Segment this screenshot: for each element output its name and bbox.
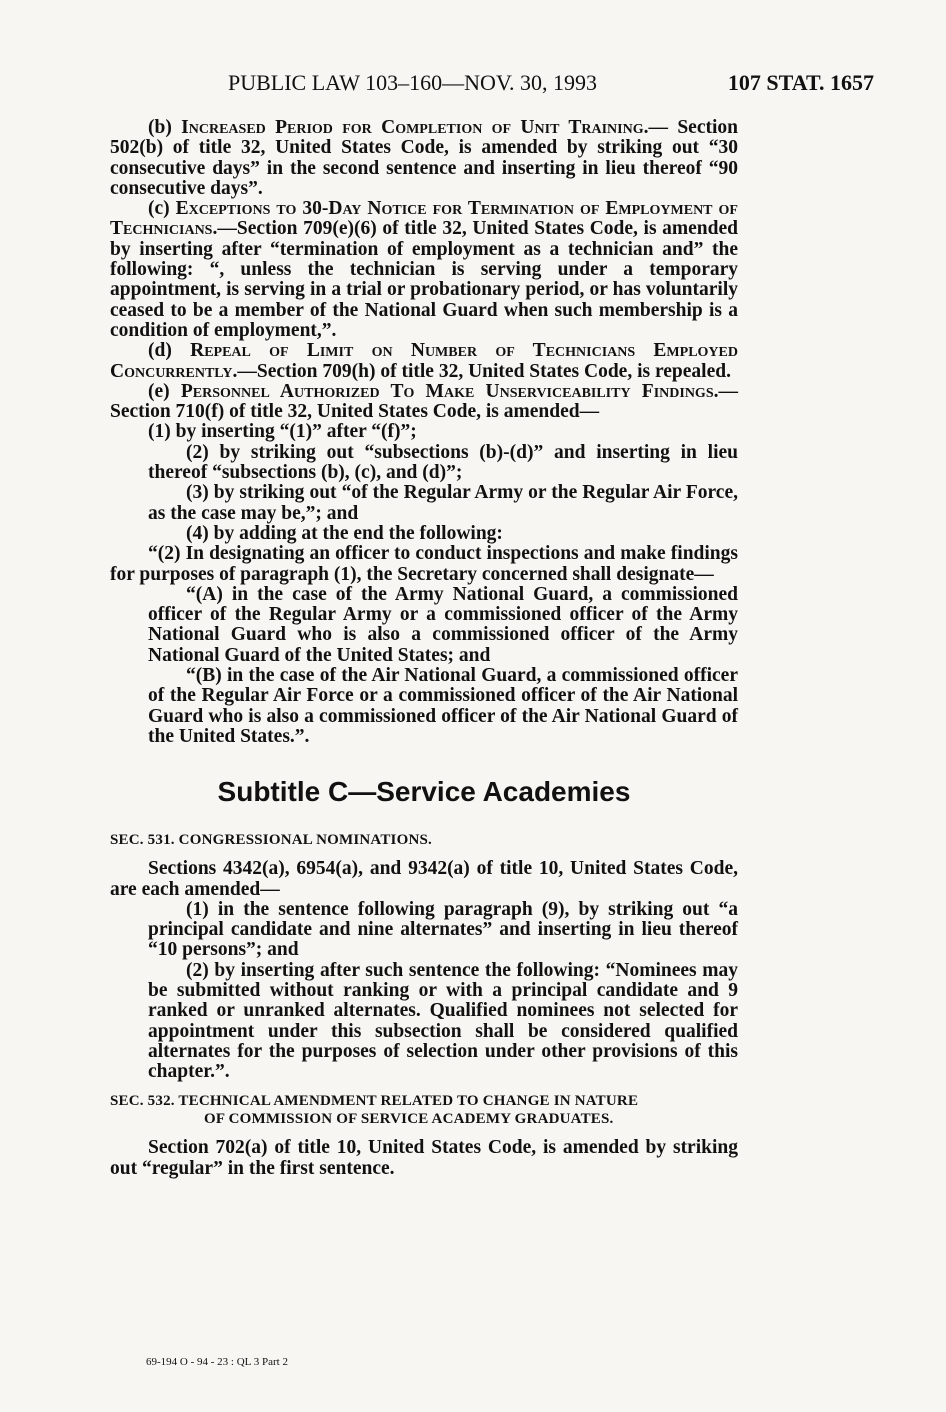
- section-532-heading-line-1: SEC. 532. TECHNICAL AMENDMENT RELATED TO CHANGE IN NATURE: [110, 1093, 639, 1110]
- quoted-subparagraph-a: “(A) in the case of the Army National Guard, a commissioned officer of the Regular Army or a commissioned officer of the Army National Guard who is also a commissioned officer of the Army National Guard of the United States; and: [148, 583, 738, 666]
- quoted-subparagraph-b: “(B) in the case of the Air National Guard, a commissioned officer of the Regular Air Force or a commissioned officer of the Air National Guard who is also a commissioned officer of the Air National Guard of the United States.”.: [148, 665, 738, 747]
- quoted-paragraph-2: “(2) In designating an officer to conduct inspections and make findings for purposes of paragraph (1), the Secretary concerned shall designate—: [110, 543, 738, 585]
- section-531-item-2: (2) by inserting after such sentence the following: “Nominees may be submitted without ranking or with a principal candidate and 9 ranked or unranked alternates. Qualified nominees not selected for appointment under this subsection shall be considered qualified alternates for the purposes of selection under other provisions of this chapter.”.: [148, 959, 738, 1083]
- paragraph-c: (c) Exceptions to 30-Day Notice for Termination of Employment of Technicians.—Section 709(e)(6) of title 32, United States Code, is amended by inserting after “termination of employment as a technician and” the following: “, unless the technician is serving under a temporary appointment, is serving in a trial or probationary period, or has voluntarily ceased to be a member of the National Guard when such membership is a condition of employment,”.: [110, 198, 738, 341]
- section-531-item-1: (1) in the sentence following paragraph (9), by striking out “a principal candidate and nine alternates” and inserting in lieu thereof “10 persons”; and: [148, 898, 738, 961]
- section-531-heading: SEC. 531. CONGRESSIONAL NOMINATIONS.: [110, 832, 432, 849]
- statute-page-number: 107 STAT. 1657: [727, 70, 874, 95]
- paragraph-d: (d) Repeal of Limit on Number of Technicians Employed Concurrently.—Section 709(h) of title 32, United States Code, is repealed.: [110, 340, 738, 382]
- paragraph-e-item-3: (3) by striking out “of the Regular Army or the Regular Air Force, as the case may be,”; and: [148, 482, 738, 524]
- paragraph-e: (e) Personnel Authorized To Make Unserviceability Findings.—Section 710(f) of title 32, United States Code, is amended—: [110, 380, 738, 423]
- subtitle-heading: Subtitle C—Service Academies: [217, 776, 631, 808]
- paragraph-d-heading: Repeal of Limit on Number of Technicians Employed Concurrently.: [110, 340, 738, 382]
- paragraph-e-item-1: (1) by inserting “(1)” after “(f)”;: [148, 421, 417, 443]
- paragraph-b: (b) Increased Period for Completion of Unit Training.— Section 502(b) of title 32, United States Code, is amended by striking out “30 consecutive days” in the second sentence and inserting in lieu thereof “90 consecutive days”.: [110, 117, 738, 199]
- paragraph-e-item-4: (4) by adding at the end the following:: [186, 522, 503, 544]
- paragraph-b-heading: Increased Period for Completion of Unit Training.: [181, 117, 649, 138]
- running-title: PUBLIC LAW 103–160—NOV. 30, 1993: [228, 70, 597, 95]
- paragraph-e-heading: Personnel Authorized To Make Unserviceability Findings.: [180, 380, 719, 402]
- section-531-intro: Sections 4342(a), 6954(a), and 9342(a) of title 10, United States Code, are each amended—: [110, 858, 738, 900]
- section-532-text: Section 702(a) of title 10, United States Code, is amended by striking out “regular” in the first sentence.: [110, 1137, 738, 1179]
- document-body: [110, 118, 738, 1179]
- paragraph-c-heading: Exceptions to 30-Day Notice for Termination of Employment of Technicians.: [110, 198, 738, 240]
- paragraph-e-item-2: (2) by striking out “subsections (b)-(d)” and inserting in lieu thereof “subsections (b), (c), and (d)”;: [148, 441, 738, 484]
- section-532-heading-line-2: OF COMMISSION OF SERVICE ACADEMY GRADUATES.: [204, 1111, 614, 1128]
- page-header: [0, 70, 946, 100]
- printing-code-footer: 69-194 O - 94 - 23 : QL 3 Part 2: [146, 1356, 288, 1368]
- section-532-heading: [110, 1092, 738, 1128]
